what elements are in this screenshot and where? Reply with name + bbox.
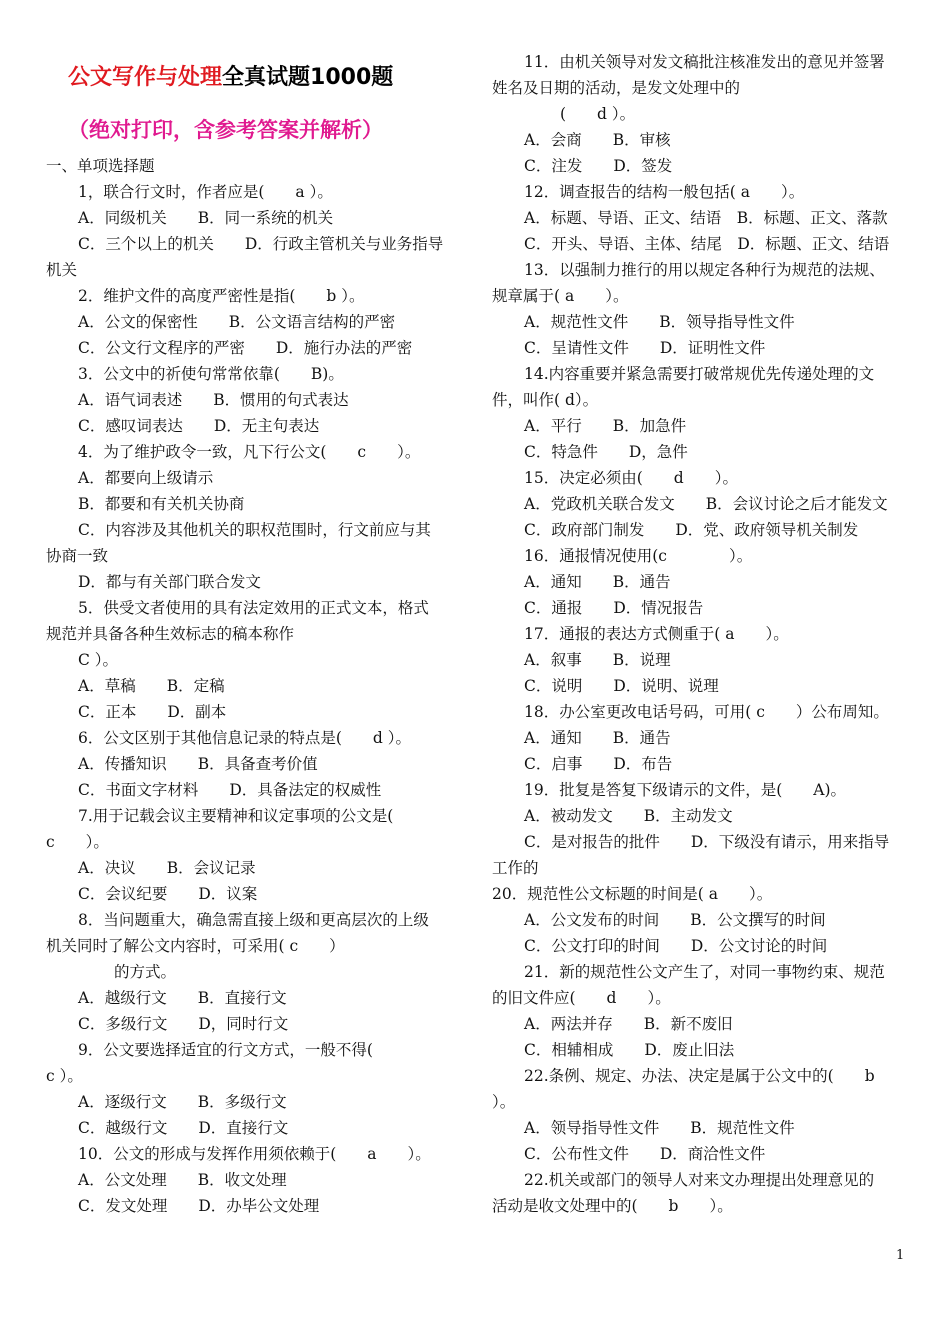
page-title — [68, 60, 393, 91]
text-line: 9．公文要选择适宜的行文方式，一般不得( — [78, 1041, 373, 1059]
page-title-highlight: 公文写作与处理 — [68, 65, 223, 90]
text-line: 机关 — [46, 261, 78, 279]
text-line: 18．办公室更改电话号码，可用( c ）公布周知。 — [524, 703, 889, 721]
text-line: 17．通报的表达方式侧重于( a ）。 — [524, 625, 789, 643]
text-line: C．书面文字材料 D．具备法定的权威性 — [78, 781, 382, 799]
text-line: 20．规范性公文标题的时间是( a ）。 — [492, 885, 773, 903]
text-line: A．通知 B．通告 — [524, 573, 671, 591]
text-line: A．两法并存 B．新不废旧 — [524, 1015, 733, 1033]
text-line: C．感叹词表达 D．无主句表达 — [78, 417, 320, 435]
text-line: A．通知 B．通告 — [524, 729, 671, 747]
text-line: A．草稿 B．定稿 — [78, 677, 225, 695]
text-line: C．说明 D．说明、说理 — [524, 677, 719, 695]
text-line: A．标题、导语、正文、结语 B．标题、正文、落款 — [524, 209, 888, 227]
text-line: 19．批复是答复下级请示的文件，是( A)。 — [524, 781, 847, 799]
text-line: 活动是收文处理中的( b ）。 — [492, 1197, 733, 1215]
text-line: 一、单项选择题 — [46, 157, 155, 175]
text-line: A．平行 B．加急件 — [524, 417, 687, 435]
text-line: D．都与有关部门联合发文 — [78, 573, 261, 591]
text-line: 规范并具备各种生效标志的稿本称作 — [46, 625, 295, 643]
text-line: c ）。 — [46, 1067, 83, 1085]
text-line: 7.用于记载会议主要精神和议定事项的公文是( — [78, 807, 394, 825]
text-line: C．启事 D．布告 — [524, 755, 673, 773]
text-line: C．越级行文 D．直接行文 — [78, 1119, 289, 1137]
text-line: C．特急件 D，急件 — [524, 443, 688, 461]
text-line: C．通报 D．情况报告 — [524, 599, 704, 617]
text-line: A．领导指导性文件 B．规范性文件 — [524, 1119, 795, 1137]
text-line: 14.内容重要并紧急需要打破常规优先传递处理的文 — [524, 365, 875, 383]
text-line: A．逐级行文 B．多级行文 — [78, 1093, 287, 1111]
text-line: 5．供受文者使用的具有法定效用的正式文本，格式 — [78, 599, 429, 617]
text-line: A．语气词表述 B．惯用的句式表达 — [78, 391, 349, 409]
text-line: ( d ）。 — [560, 105, 636, 123]
text-line: A．同级机关 B．同一系统的机关 — [78, 209, 334, 227]
text-line: 13．以强制力推行的用以规定各种行为规范的法规、 — [524, 261, 885, 279]
text-line: A．规范性文件 B．领导指导性文件 — [524, 313, 795, 331]
text-line: 16．通报情况使用(c ）。 — [524, 547, 753, 565]
text-line: 10．公文的形成与发挥作用须依赖于( a ）。 — [78, 1145, 431, 1163]
text-line: 1，联合行文时，作者应是( a ）。 — [78, 183, 333, 201]
text-line: A．公文处理 B．收文处理 — [78, 1171, 287, 1189]
text-line: 4．为了维护政令一致，凡下行公文( c ）。 — [78, 443, 421, 461]
text-line: C ）。 — [78, 651, 119, 669]
text-line: C．是对报告的批件 D．下级没有请示，用来指导 — [524, 833, 890, 851]
text-line: C．正本 D．副本 — [78, 703, 227, 721]
text-line: A．传播知识 B．具备查考价值 — [78, 755, 318, 773]
text-line: ）。 — [492, 1093, 516, 1111]
text-line: C．公文行文程序的严密 D．施行办法的严密 — [78, 339, 413, 357]
text-line: A．被动发文 B．主动发文 — [524, 807, 733, 825]
text-line: A．越级行文 B．直接行文 — [78, 989, 287, 1007]
text-line: C．会议纪要 D．议案 — [78, 885, 258, 903]
text-line: 工作的 — [492, 859, 539, 877]
text-line: c ）。 — [46, 833, 109, 851]
text-line: 8．当问题重大，确急需直接上级和更高层次的上级 — [78, 911, 429, 929]
text-line: B．都要和有关机关协商 — [78, 495, 245, 513]
text-line: 6．公文区别于其他信息记录的特点是( d ）。 — [78, 729, 412, 747]
text-line: A．会商 B．审核 — [524, 131, 671, 149]
text-line: C．注发 D．签发 — [524, 157, 673, 175]
text-line: 21．新的规范性公文产生了，对同一事物约束、规范 — [524, 963, 885, 981]
text-line: 机关同时了解公文内容时，可采用( c ） — [46, 937, 345, 955]
text-line: C．政府部门制发 D．党、政府领导机关制发 — [524, 521, 859, 539]
text-line: C．公布性文件 D．商洽性文件 — [524, 1145, 766, 1163]
text-line: C．呈请性文件 D．证明性文件 — [524, 339, 766, 357]
text-line: A．叙事 B．说理 — [524, 651, 671, 669]
text-line: 件，叫作( d）。 — [492, 391, 599, 409]
text-line: 2．维护文件的高度严密性是指( b ）。 — [78, 287, 365, 305]
text-line: C．三个以上的机关 D．行政主管机关与业务指导 — [78, 235, 444, 253]
text-line: 规章属于( a ）。 — [492, 287, 629, 305]
text-line: C．相辅相成 D．废止旧法 — [524, 1041, 735, 1059]
page-title-rest: 全真试题1000题 — [222, 65, 394, 90]
text-line: A．党政机关联合发文 B．会议讨论之后才能发文 — [524, 495, 888, 513]
text-line: C．发文处理 D．办毕公文处理 — [78, 1197, 320, 1215]
text-line: C．公文打印的时间 D．公文讨论的时间 — [524, 937, 828, 955]
page-subtitle: （绝对打印，含参考答案并解析） — [68, 118, 383, 142]
text-line: C．多级行文 D，同时行文 — [78, 1015, 289, 1033]
text-line: C．开头、导语、主体、结尾 D．标题、正文、结语 — [524, 235, 890, 253]
text-line: 姓名及日期的活动，是发文处理中的 — [492, 79, 741, 97]
text-line: 22.机关或部门的领导人对来文办理提出处理意见的 — [524, 1171, 875, 1189]
text-line: 的旧文件应( d ）。 — [492, 989, 671, 1007]
text-line: 的方式。 — [114, 963, 177, 981]
text-line: A．都要向上级请示 — [78, 469, 214, 487]
text-line: A．决议 B．会议记录 — [78, 859, 256, 877]
text-line: C．内容涉及其他机关的职权范围时，行文前应与其 — [78, 521, 431, 539]
text-line: 22.条例、规定、办法、决定是属于公文中的( b — [524, 1067, 875, 1085]
text-line: 3．公文中的祈使句常常依靠( B)。 — [78, 365, 344, 383]
page-number: 1 — [896, 1248, 905, 1263]
text-line: 11．由机关领导对发文稿批注核准发出的意见并签署 — [524, 53, 885, 71]
text-line: 15．决定必须由( d ）。 — [524, 469, 738, 487]
text-line: A．公文发布的时间 B．公文撰写的时间 — [524, 911, 826, 929]
text-line: A．公文的保密性 B．公文语言结构的严密 — [78, 313, 396, 331]
text-line: 协商一致 — [46, 547, 109, 565]
text-line: 12．调查报告的结构一般包括( a ）。 — [524, 183, 805, 201]
